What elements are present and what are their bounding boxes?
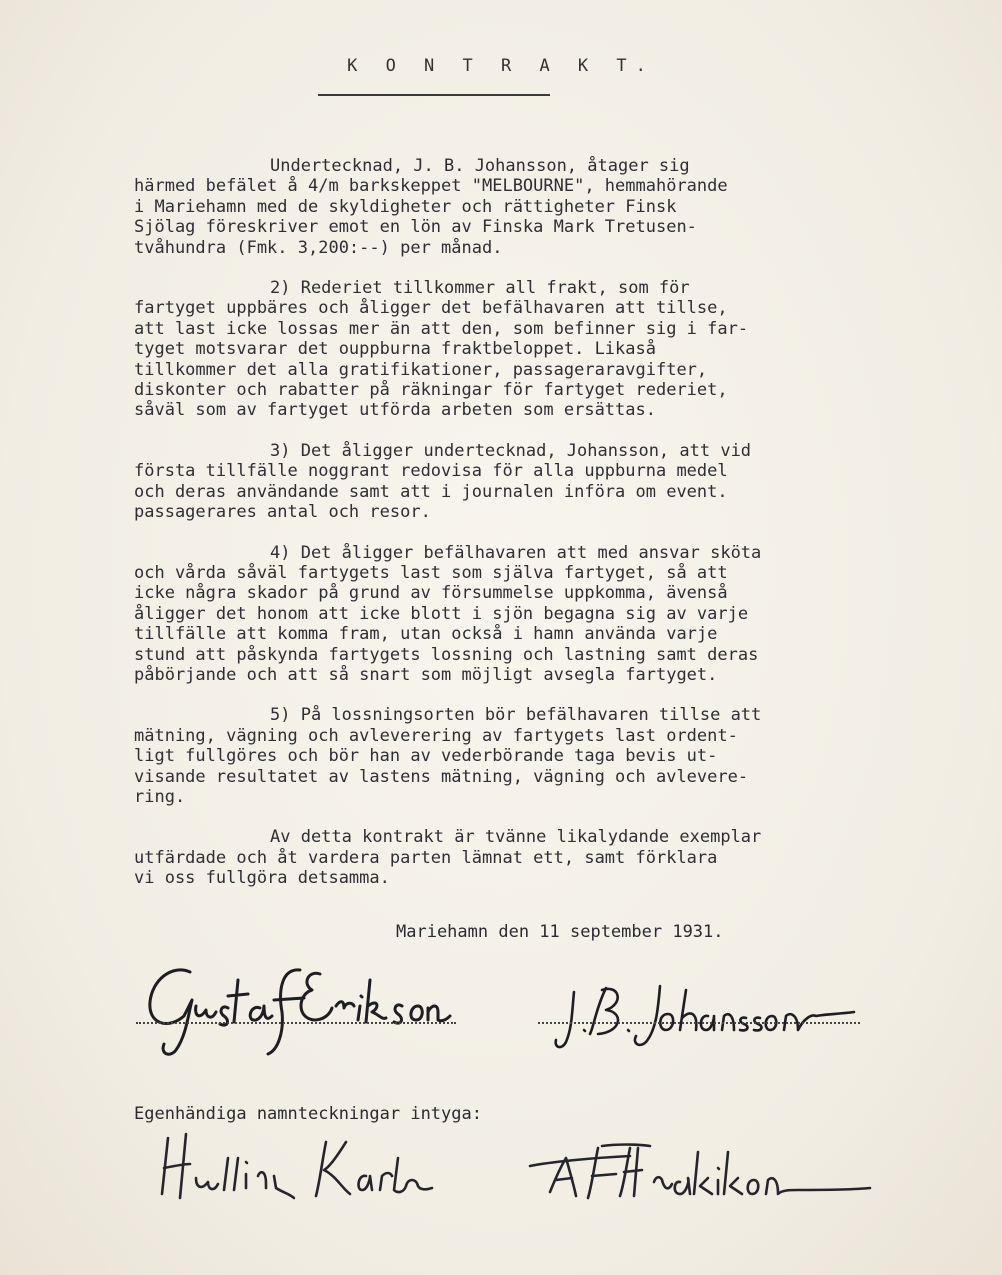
text-line: härmed befälet å 4/m barkskeppet "MELBOURNE", hemmahörande: [134, 176, 728, 197]
text-line: och vårda såväl fartygets last som själva fartyget, så att: [134, 562, 728, 583]
paragraph-3: [134, 441, 894, 523]
text-line: första tillfälle noggrant redovisa för alla uppburna medel: [134, 461, 728, 482]
text-line: tyget motsvarar det ouppburna fraktbeloppet. Likaså: [134, 339, 656, 360]
paragraph-2: [134, 278, 894, 421]
place-and-date: Mariehamn den 11 september 1931.: [396, 922, 724, 942]
paragraph-4: [134, 543, 894, 686]
text-line: visande resultatet av lastens mätning, vägning och avlevere-: [134, 766, 749, 787]
signature-witness-1: [150, 1128, 440, 1208]
text-line: vi oss fullgöra detsamma.: [134, 868, 390, 889]
text-line: 5) På lossningsorten bör befälhavaren tillse att: [270, 705, 762, 726]
signature-master: [550, 968, 880, 1058]
text-line: 3) Det åligger undertecknad, Johansson, att vid: [270, 440, 752, 461]
text-line: tillkommer det alla gratifikationer, passageraravgifter,: [134, 359, 708, 380]
signature-witness-2: [520, 1132, 880, 1212]
text-line: fartyget uppbäres och åligger det befälhavaren att tillse,: [134, 298, 728, 319]
attestation-label: Egenhändiga namnteckningar intyga:: [134, 1104, 482, 1124]
text-line: i Mariehamn med de skyldigheter och rättigheter Finsk: [134, 196, 677, 217]
text-line: Undertecknad, J. B. Johansson, åtager sig: [270, 156, 690, 176]
signature-owner: [132, 950, 462, 1060]
text-line: diskonter och rabatter på räkningar för fartyget rederiet,: [134, 380, 728, 401]
text-line: passagerares antal och resor.: [134, 502, 431, 523]
text-line: ligt fullgöres och bör han av vederbörande taga bevis ut-: [134, 746, 718, 767]
text-line: tvåhundra (Fmk. 3,200:--) per månad.: [134, 237, 503, 258]
paragraph-1: [134, 156, 894, 258]
text-line: och deras användande samt att i journalen införa om event.: [134, 481, 728, 502]
paragraph-5: [134, 705, 894, 807]
contract-body: [134, 156, 894, 909]
signature-line-owner: [136, 1022, 456, 1024]
text-line: att last icke lossas mer än att den, som befinner sig i far-: [134, 318, 749, 339]
text-line: påbörjande och att så snart som möjligt avsegla fartyget.: [134, 664, 718, 685]
text-line: icke några skador på grund av försummelse uppkomma, ävenså: [134, 583, 728, 604]
title-underline: [318, 94, 550, 96]
text-line: åligger det honom att icke blott i sjön begagna sig av varje: [134, 603, 749, 624]
document-title: K O N T R A K T.: [347, 56, 655, 76]
signature-line-master: [538, 1022, 860, 1024]
text-line: Sjölag föreskriver emot en lön av Finska Mark Tretusen-: [134, 217, 697, 238]
text-line: ring.: [134, 786, 186, 807]
text-line: utfärdade och åt vardera parten lämnat ett, samt förklara: [134, 847, 718, 868]
text-line: stund att påskynda fartygets lossning och lastning samt deras: [134, 644, 759, 665]
text-line: mätning, vägning och avleverering av fartygets last ordent-: [134, 725, 738, 746]
text-line: 4) Det åligger befälhavaren att med ansvar sköta: [270, 542, 762, 563]
text-line: såväl som av fartyget utförda arbeten som ersättas.: [134, 400, 656, 421]
text-line: tillfälle att komma fram, utan också i hamn använda varje: [134, 624, 718, 645]
text-line: 2) Rederiet tillkommer all frakt, som för: [270, 278, 690, 299]
paragraph-6: [134, 827, 894, 888]
text-line: Av detta kontrakt är tvänne likalydande exemplar: [270, 827, 762, 848]
